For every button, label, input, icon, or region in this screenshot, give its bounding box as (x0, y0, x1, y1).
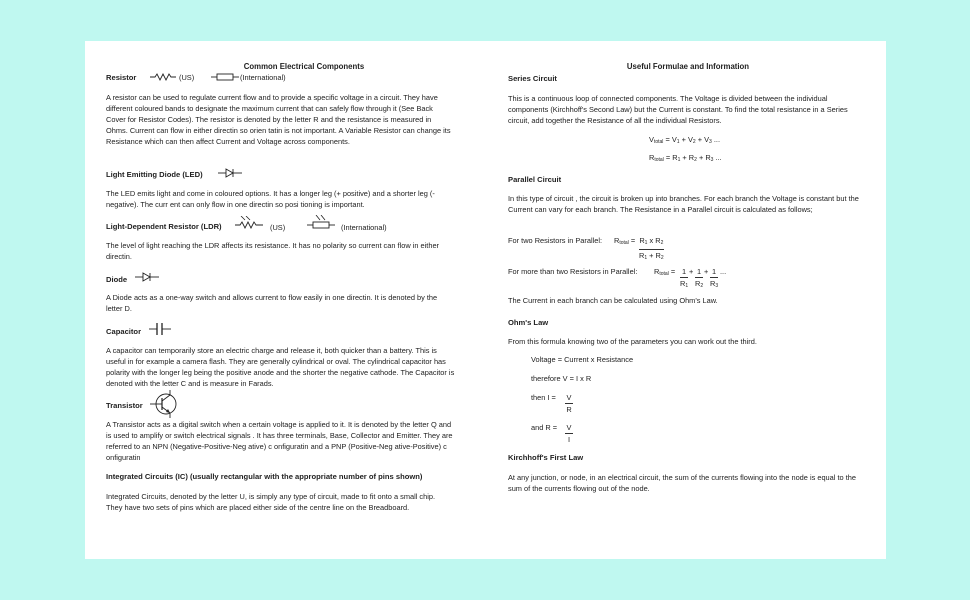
ldr-us-label: (US) (270, 223, 286, 232)
ellipsis: ... (720, 267, 727, 276)
parallel-heading: Parallel Circuit (508, 175, 562, 184)
ldr-text: The level of light reaching the LDR affects its resistance. It has no polarity so current can flow in either directin. (106, 241, 440, 261)
led-icon (218, 167, 244, 179)
transistor-text: A Transistor acts as a digital switch when a certain voltage is applied to it. It is denoted by the letter Q and is used to amplify or switch electrical signals . It has three terminals, Base, Collector and Emitter. They are referred to an NPN (Negative-Positive-Neg ative) c onfiguratin and a PNP (Positive-Neg ative-Positive) c onfiguratin (106, 420, 453, 462)
series-voltage-formula: $V_{total} = V_1 + V_2 + V_3$ ... (649, 135, 721, 145)
ohm-r-fraction: $\frac{V}{I}$ (566, 423, 572, 444)
ldr-intl-label: (International) (341, 223, 387, 232)
parallel-text: In this type of circuit , the circuit is broken up into branches. For each branch the Voltage is constant but the Current can vary for each branch. The Resistance in a Parallel circuit is calculated as follows; (508, 194, 859, 214)
ohm-text: From this formula knowing two of the parameters you can work out the third. (508, 337, 757, 346)
parallel-more-frac-2: $\frac{1}{R_2}$ (695, 266, 703, 292)
ohm-line-3: then I = (531, 393, 556, 402)
kirchhoff-text: At any junction, or node, in an electrical circuit, the sum of the currents flowing into the node is equal to the sum of the currents flowing out of the node. (508, 473, 856, 493)
parallel-two-label: For two Resistors in Parallel: (508, 236, 603, 245)
parallel-more-formula: $R_{total}$ = (654, 267, 676, 277)
parallel-more-frac-3: $\frac{1}{R_3}$ (710, 266, 718, 292)
ohm-i-fraction: $\frac{V}{R}$ (566, 393, 572, 414)
transistor-icon (150, 390, 180, 418)
parallel-more-frac-1: $\frac{1}{R_1}$ (680, 266, 688, 292)
ldr-us-icon (235, 216, 263, 230)
capacitor-text: A capacitor can temporarily store an electric charge and release it, both quicker than a battery. This is useful in for example a camera flash. They are generally cylindrical or oval. The cylindrical capacitor has polarity with the longer leg being the positive anode and the shorter the negative cathode. The Capacitor is denoted with the letter C and is measure in Farads. (106, 346, 455, 388)
diode-icon (135, 271, 161, 283)
diode-heading: Diode (106, 275, 128, 284)
led-heading: Light Emitting Diode (LED) (106, 170, 203, 179)
capacitor-icon (149, 322, 171, 336)
ohm-line-2: therefore V = I x R (531, 374, 592, 383)
led-text: The LED emits light and come in coloured options. It has a longer leg (+ positive) and a shorter leg (- negative). The curr ent can only flow in one directin so posi tioning is important. (106, 189, 435, 209)
kirchhoff-heading: Kirchhoff's First Law (508, 453, 584, 462)
resistor-us-label: (US) (179, 73, 195, 82)
ic-text: Integrated Circuits, denoted by the letter U, is simply any type of circuit, made to fit onto a small chip. They have two sets of pins which are placed either side of the centre line on the Breadboard. (106, 492, 436, 512)
right-page-title: Useful Formulae and Information (626, 62, 750, 71)
parallel-two-fraction: $\frac{R_1 x R_2}{R_1 + R_2}$ (639, 235, 664, 264)
series-text: This is a continuous loop of connected components. The Voltage is divided between the individual components (Kirchhoff's Second Law) but the Current is constant. To find the total resistance in a Series circuit, add together the Resistance of all the individual Resistors. (508, 94, 848, 125)
diode-text: A Diode acts as a one-way switch and allows current to flow easily in one directin. It is denoted by the letter D. (106, 293, 438, 313)
series-resistance-formula: $R_{total} = R_1 + R_2 + R_3$ ... (649, 153, 722, 163)
series-heading: Series Circuit (508, 74, 557, 83)
ldr-intl-icon (307, 215, 335, 230)
transistor-heading: Transistor (106, 401, 143, 410)
document-sheet (85, 41, 886, 559)
ic-heading: Integrated Circuits (IC) (usually rectangular with the appropriate number of pins shown) (106, 472, 423, 481)
ldr-heading: Light-Dependent Resistor (LDR) (106, 222, 222, 231)
parallel-two-formula: $R_{total}$ = (614, 236, 636, 246)
plus-sign-1: + (689, 267, 694, 276)
capacitor-heading: Capacitor (106, 327, 142, 336)
parallel-more-label: For more than two Resistors in Parallel: (508, 267, 638, 276)
ohm-heading: Ohm's Law (508, 318, 549, 327)
resistor-text: A resistor can be used to regulate current flow and to provide a specific voltage in a circuit. They have different coloured bands to designate the maximum current that can safely flow through it (See Back Cover for Resistor Codes). The resistor is denoted by the letter R and the resistance is measured in Ohms. Current can flow in either directin so orien tatin is not important. A Variable Resistor can change its Resistance which can then affect Current and Voltage across components. (106, 93, 451, 146)
resistor-us-icon (150, 73, 176, 81)
ohm-line-4: and R = (531, 423, 558, 432)
resistor-intl-label: (International) (240, 73, 286, 82)
resistor-intl-icon (211, 73, 239, 81)
left-page-title: Common Electrical Components (243, 62, 365, 71)
ohm-line-1: Voltage = Current x Resistance (531, 355, 634, 364)
resistor-heading: Resistor (106, 73, 137, 82)
plus-sign-2: + (704, 267, 709, 276)
parallel-ohm-note: The Current in each branch can be calculated using Ohm's Law. (508, 296, 718, 305)
